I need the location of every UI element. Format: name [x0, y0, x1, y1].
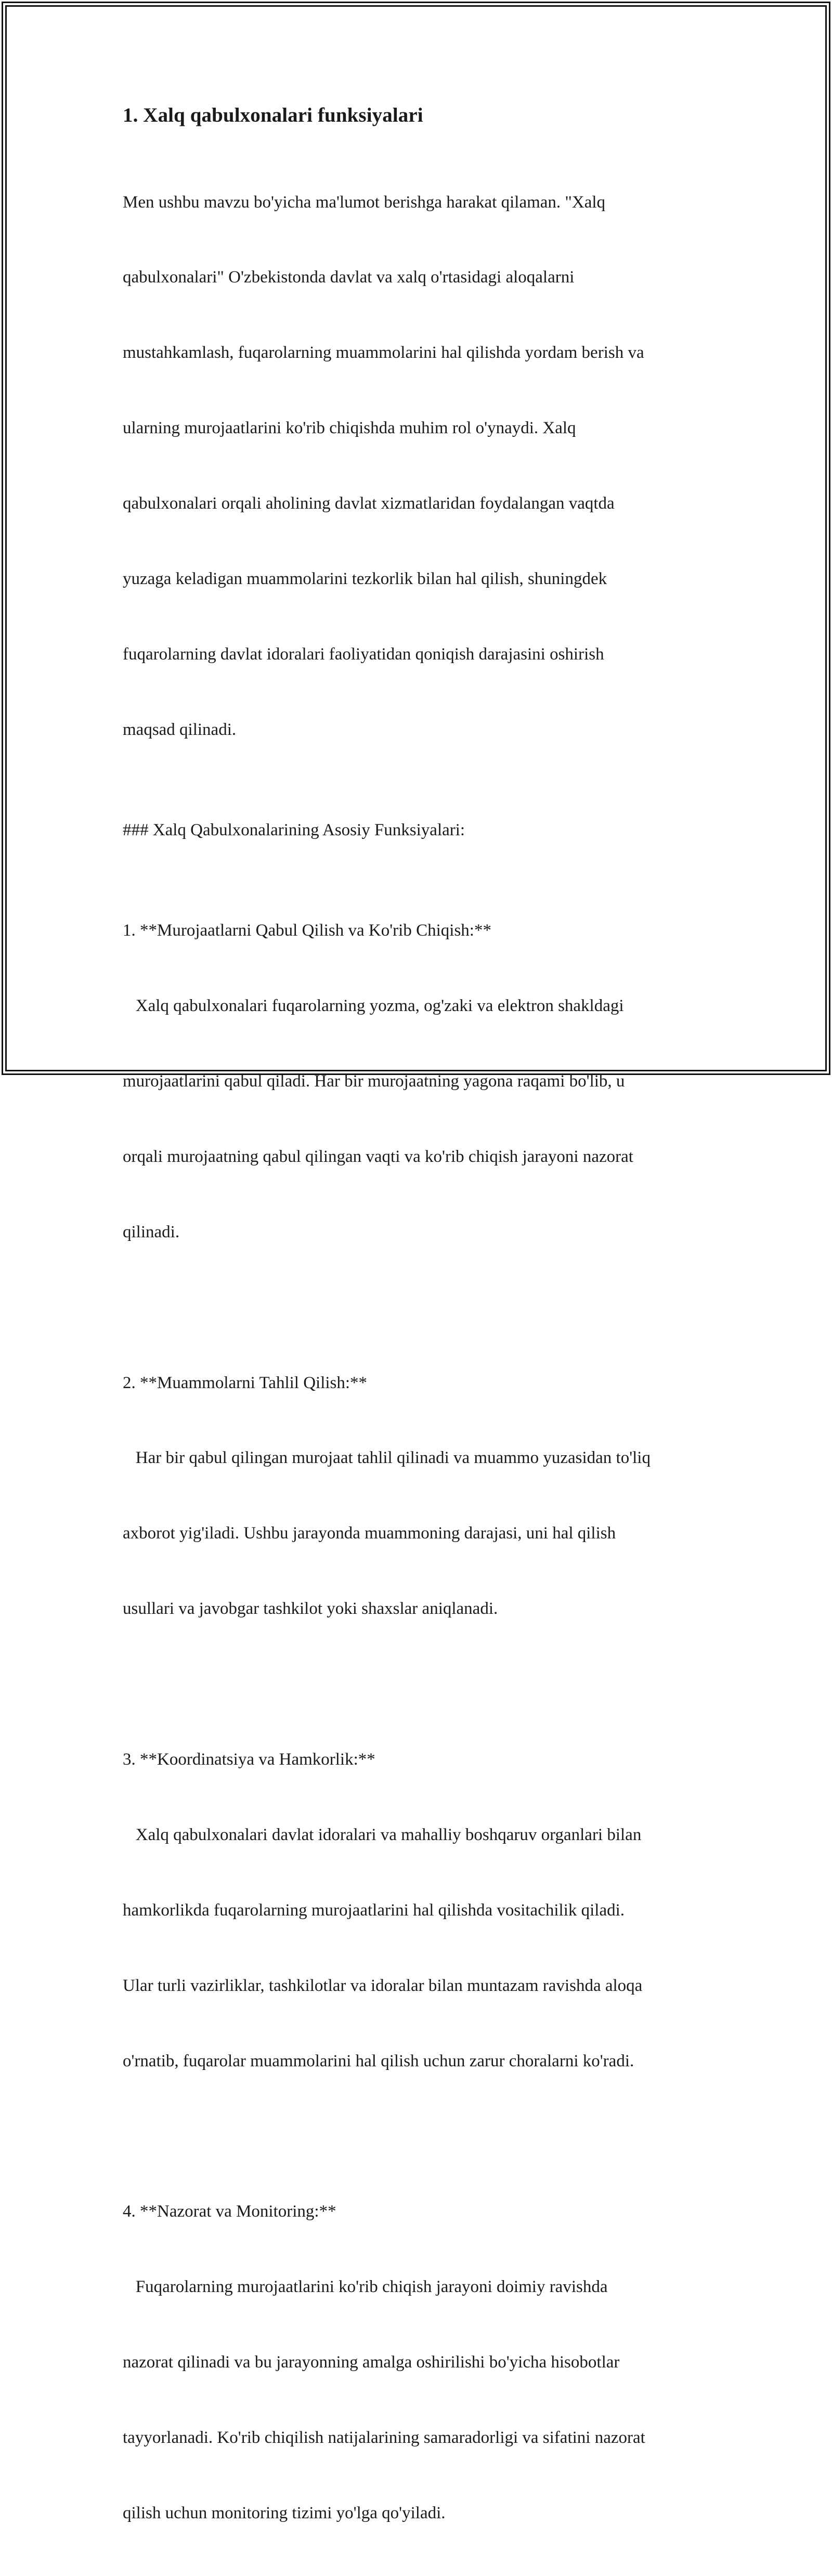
function-item-line: nazorat qilinadi va bu jarayonning amalga oshirilishi bo'yicha hisobotlar	[123, 2353, 620, 2372]
intro-line: maqsad qilinadi.	[123, 720, 237, 739]
function-item-line: qilish uchun monitoring tizimi yo'lga qo'yiladi.	[123, 2503, 446, 2522]
paragraph-spacer	[123, 793, 726, 818]
function-item-line: Fuqarolarning murojaatlarini ko'rib chiqish jarayoni doimiy ravishda	[123, 2277, 608, 2297]
intro-line: fuqarolarning davlat idoralari faoliyatidan qoniqish darajasini oshirish	[123, 644, 604, 664]
function-item-heading: 1. **Murojaatlarni Qabul Qilish va Ko'rib Chiqish:**	[123, 921, 491, 940]
function-item-4	[123, 2149, 726, 2576]
function-item-line: orqali murojaatning qabul qilingan vaqti va ko'rib chiqish jarayoni nazorat	[123, 1147, 633, 1166]
function-item-line: murojaatlarini qabul qiladi. Har bir murojaatning yagona raqami bo'lib, u	[123, 1071, 625, 1091]
function-item-line: Xalq qabulxonalari fuqarolarning yozma, og'zaki va elektron shakldagi	[123, 996, 624, 1016]
paragraph-spacer	[123, 843, 726, 868]
function-item-heading: 4. **Nazorat va Monitoring:**	[123, 2202, 336, 2221]
intro-line: qabulxonalari" O'zbekistonda davlat va xalq o'rtasidagi aloqalarni	[123, 268, 575, 287]
function-item-line: usullari va javobgar tashkilot yoki shaxslar aniqlanadi.	[123, 1599, 498, 1619]
function-item-2	[123, 1320, 726, 1672]
section-heading: ### Xalq Qabulxonalarining Asosiy Funksiyalari:	[123, 821, 465, 840]
intro-paragraph	[123, 139, 726, 793]
intro-line: Men ushbu mavzu bo'yicha ma'lumot berishga harakat qilaman. "Xalq	[123, 192, 606, 212]
function-item-1	[123, 868, 726, 1295]
paragraph-spacer	[123, 1672, 726, 1697]
intro-line: yuzaga keladigan muammolarini tezkorlik bilan hal qilish, shuningdek	[123, 569, 607, 589]
function-item-line: o'rnatib, fuqarolar muammolarini hal qilish uchun zarur choralarni ko'radi.	[123, 2051, 634, 2070]
function-item-heading: 3. **Koordinatsiya va Hamkorlik:**	[123, 1750, 375, 1769]
function-item-line: Ular turli vazirliklar, tashkilotlar va idoralar bilan muntazam ravishda aloqa	[123, 1976, 643, 1995]
intro-line: ularning murojaatlarini ko'rib chiqishda muhim rol o'ynaydi. Xalq	[123, 419, 576, 438]
function-item-line: qilinadi.	[123, 1222, 180, 1241]
document-page	[123, 94, 726, 2576]
intro-line: qabulxonalari orqali aholining davlat xizmatlaridan foydalangan vaqtda	[123, 494, 615, 513]
function-item-line: tayyorlanadi. Ko'rib chiqilish natijalarining samaradorligi va sifatini nazorat	[123, 2428, 645, 2448]
function-item-line: Xalq qabulxonalari davlat idoralari va mahalliy boshqaruv organlari bilan	[123, 1825, 642, 1844]
function-item-line: hamkorlikda fuqarolarning murojaatlarini hal qilishda vositachilik qiladi.	[123, 1900, 625, 1920]
paragraph-spacer	[123, 1295, 726, 1320]
paragraph-spacer	[123, 2124, 726, 2148]
document-title: 1. Xalq qabulxonalari funksiyalari	[123, 104, 423, 126]
function-item-3	[123, 1697, 726, 2124]
function-item-line: Har bir qabul qilingan murojaat tahlil qilinadi va muammo yuzasidan to'liq	[123, 1448, 651, 1468]
function-item-heading: 2. **Muammolarni Tahlil Qilish:**	[123, 1373, 368, 1392]
function-item-line: axborot yig'iladi. Ushbu jarayonda muammoning darajasi, uni hal qilish	[123, 1524, 616, 1543]
intro-line: mustahkamlash, fuqarolarning muammolarini hal qilishda yordam berish va	[123, 343, 644, 363]
